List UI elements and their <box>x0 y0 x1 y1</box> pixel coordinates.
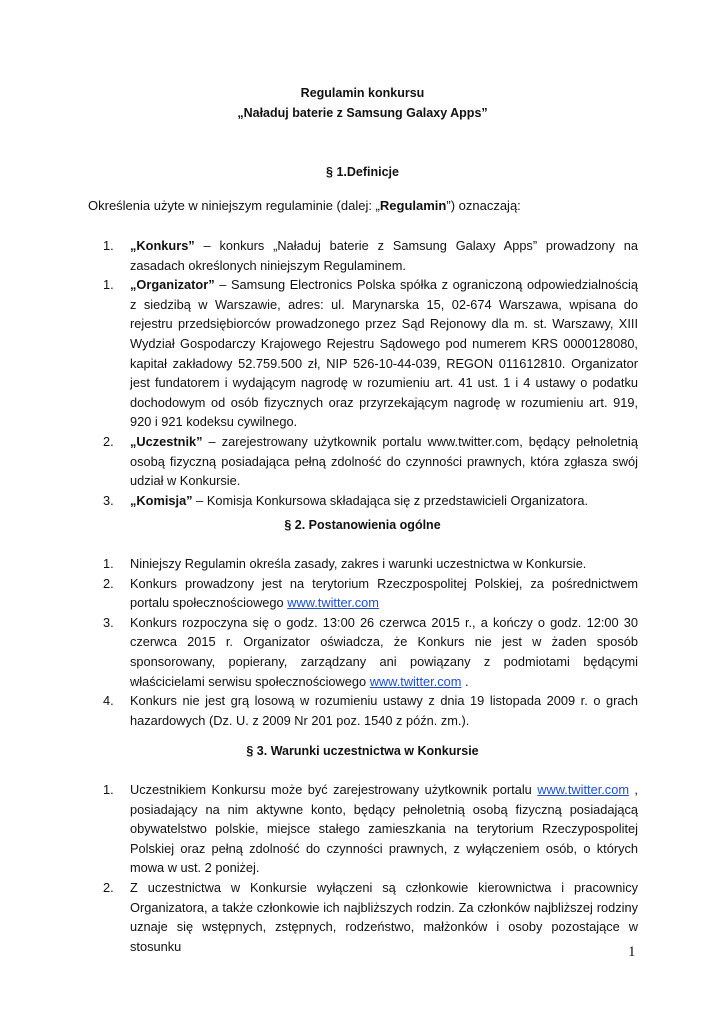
definitions-list <box>98 236 638 510</box>
section2-heading: § 2. Postanowienia ogólne <box>284 518 441 532</box>
twitter-link[interactable]: www.twitter.com <box>537 782 629 797</box>
document-subtitle: „Naładuj baterie z Samsung Galaxy Apps” <box>237 106 488 120</box>
list-item: 2. Z uczestnictwa w Konkursie wyłączeni są członkowie kierownictwa i pracownicy Organizatora, a także członkowie ich najbliższych rodzin. Za członków najbliższej rodziny uznaje się wstępnych, zstępnych, rodzeństwo, małżonków i osoby pozostające w stosunku <box>103 879 638 954</box>
list-item: 1. Uczestnikiem Konkursu może być zarejestrowany użytkownik portalu www.twitter.com , posiadający na nim aktywne konto, będący pełnoletnią osobą fizyczną posiadającą obywatelstwo polskie, miejsce stałego zamieszkania na terytorium Rzeczypospolitej Polskiej oraz pełną zdolność do czynności prawnych, z wyłączeniem osób, o których mowa w ust. 2 poniżej. <box>103 782 638 876</box>
list-item: 3. Konkurs rozpoczyna się o godz. 13:00 26 czerwca 2015 r., a kończy o godz. 12:00 30 czerwca 2015 r. Organizator oświadcza, że Konkurs nie jest w żaden sposób sponsorowany, popierany, zarządzany ani powiązany z podmiotami będącymi właścicielami serwisu społecznościowego www.twitter.com . <box>103 614 638 689</box>
twitter-link[interactable]: www.twitter.com <box>369 673 462 689</box>
list-item: 1. Niniejszy Regulamin określa zasady, zakres i warunki uczestnictwa w Konkursie. <box>103 556 587 571</box>
list-item: 1. „Konkurs” – konkurs „Naładuj baterie z Samsung Galaxy Apps” prowadzony na zasadach określonych niniejszym Regulaminem. <box>103 238 638 273</box>
document-title: Regulamin konkursu <box>300 86 425 100</box>
page-number: 1 <box>628 944 636 960</box>
section3-heading: § 3. Warunki uczestnictwa w Konkursie <box>246 744 479 758</box>
list-item: 3. „Komisja” – Komisja Konkursowa składająca się z przedstawicieli Organizatora. <box>103 492 589 508</box>
twitter-link[interactable]: www.twitter.com <box>287 595 379 611</box>
section1-heading: § 1.Definicje <box>326 165 399 179</box>
definitions-intro: Określenia użyte w niniejszym regulaminie (dalej: „Regulamin”) oznaczają: <box>88 198 521 213</box>
list-item: 2. „Uczestnik” – zarejestrowany użytkownik portalu www.twitter.com, będący pełnoletnią osobą fizyczną posiadająca pełną zdolność do czynności prawnych, która zgłasza swój udział w Konkursie. <box>103 433 638 489</box>
list-item: 2. Konkurs prowadzony jest na terytorium Rzeczpospolitej Polskiej, za pośrednictwem portalu społecznościowego www.twitter.com <box>103 575 638 611</box>
list-item: 1. „Organizator” – Samsung Electronics Polska spółka z ograniczoną odpowiedzialnością z siedzibą w Warszawie, adres: ul. Marynarska 15, 02-674 Warszawa, wpisana do rejestru przedsiębiorców prowadzonego przez Sąd Rejonowy dla m. st. Warszawy, XIII Wydział Gospodarczy Krajowego Rejestru Sądowego pod numerem KRS 0000128080, kapitał zakładowy 52.759.500 zł, NIP 526-10-44-039, REGON 011612810. Organizator jest fundatorem i wydającym nagrodę w rozumieniu art. 41 ust. 1 i 4 ustawy o podatku dochodowym od osób fizycznych oraz przyrzekającym nagrodę w rozumieniu art. 919, 920 i 921 kodeksu cywilnego. <box>103 277 638 430</box>
list-item: 4. Konkurs nie jest grą losową w rozumieniu ustawy z dnia 19 listopada 2009 r. o grach hazardowych (Dz. U. z 2009 Nr 201 poz. 1540 z późn. zm.). <box>103 693 638 728</box>
general-provisions-list <box>98 554 638 730</box>
participation-conditions-list <box>98 780 638 956</box>
